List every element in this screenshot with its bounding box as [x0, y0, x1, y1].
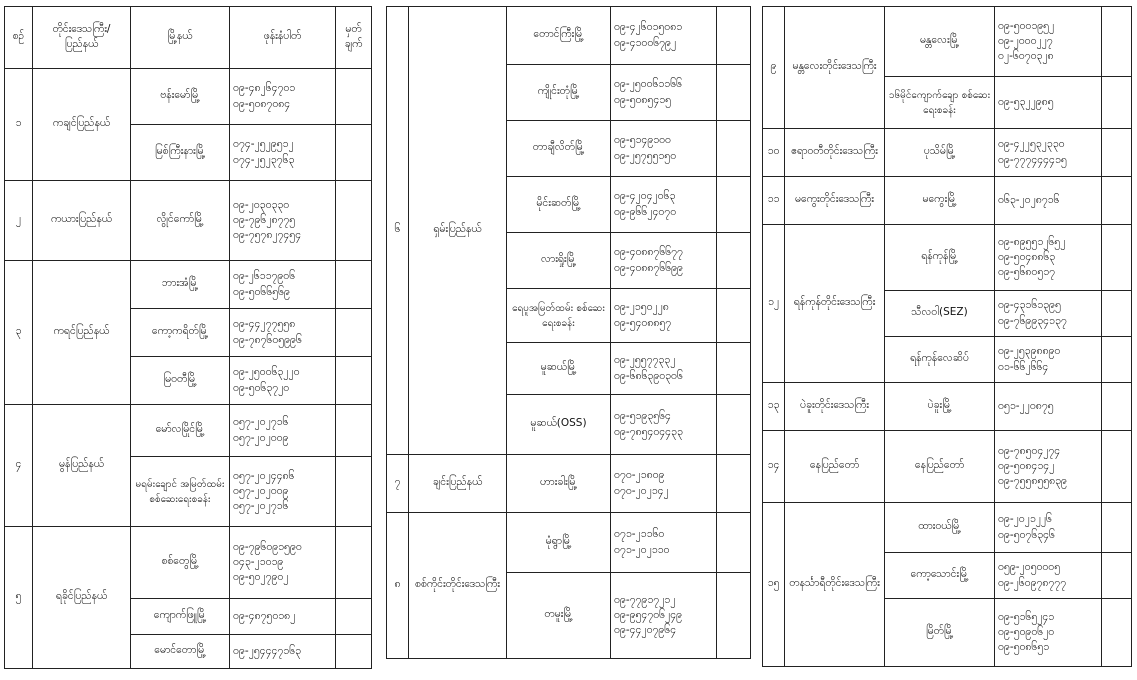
- row-number: ၂: [5, 181, 33, 261]
- remark-cell: [1102, 7, 1132, 77]
- town-name: မူဆယ်မြို့: [507, 343, 611, 395]
- region-name: ချင်းပြည်နယ်: [409, 455, 507, 513]
- town-name: စစ်တွေမြို့: [131, 527, 230, 599]
- row-number: ၄: [5, 405, 33, 527]
- phone-number: ၀၉-၂၅၃၉၈၈၉၀: [998, 345, 1061, 358]
- phone-number: ၀၉-၇၇၉၁၇၂၁၂: [614, 593, 676, 606]
- town-name: မြစ်ကြီးနားမြို့: [131, 125, 230, 181]
- region-name: ပဲခူးတိုင်းဒေသကြီး: [785, 383, 885, 431]
- region-name: ကယားပြည်နယ်: [33, 181, 131, 261]
- phone-number: ၀၉-၇၉၆၀၉၁၅၉၀: [233, 540, 302, 553]
- remark-cell: [1102, 291, 1132, 337]
- region-name: မကွေးတိုင်းဒေသကြီး: [785, 177, 885, 225]
- remark-cell: [717, 121, 751, 177]
- town-name: ပဲခူးမြို့: [885, 383, 995, 431]
- phone-cell: [230, 69, 336, 125]
- phone-number: ၀၉-၅၁၉၃၅၆၄: [614, 410, 671, 423]
- phone-number: ၀၇၀-၂၀၂၁၄၂: [614, 484, 669, 497]
- remark-cell: [1102, 553, 1132, 599]
- phone-number: ၀၉-၂၅၅၇၇၃၃၂: [614, 354, 676, 367]
- remark-cell: [1102, 599, 1132, 667]
- region-name: ရန်ကုန်တိုင်းဒေသကြီး: [785, 225, 885, 383]
- phone-number: ၀၉-၂၅၀၀၆၃၂၂၀: [233, 366, 300, 379]
- phone-table-right: [762, 6, 1132, 667]
- phone-number: ၀၉-၄၂၂၅၃၂၃၃၀: [998, 138, 1065, 151]
- remark-cell: [717, 395, 751, 455]
- remark-cell: [717, 177, 751, 233]
- phone-number: ၀၉-၅၀၈၅၄၁၅: [614, 93, 672, 106]
- phone-cell: [230, 527, 336, 599]
- phone-cell: [611, 513, 717, 573]
- phone-cell: [230, 309, 336, 357]
- town-name: မော်လမြိုင်မြို့: [131, 405, 230, 457]
- town-name: မြဝတီမြို့: [131, 357, 230, 405]
- town-name: မရမ်းချောင် အမြတ်ထမ်း စစ်ဆေးရေးစခန်း: [131, 457, 230, 527]
- town-name: မုံရွာမြို့: [507, 513, 611, 573]
- remark-cell: [717, 65, 751, 121]
- town-name: သီလဝါ(SEZ): [885, 291, 995, 337]
- remark-cell: [336, 357, 372, 405]
- phone-number: ၀၉-၄၃၁၆၁၃၉၅: [998, 299, 1061, 312]
- phone-number: ၀၉-၇၅၇၈၂၇၄၅၄: [233, 229, 302, 242]
- header-region: [33, 7, 131, 69]
- phone-cell: [230, 405, 336, 457]
- phone-number: ၀၉-၇၈၅၄၀၄၄၃၃: [614, 425, 683, 438]
- phone-number: ၀၉-၅၀၄၈၈၆၃: [998, 250, 1056, 263]
- phone-cell: [995, 177, 1102, 225]
- region-name: ရှမ်းပြည်နယ်: [409, 7, 507, 455]
- table-row: [387, 513, 751, 573]
- phone-number: ၀၉-၅၀၈၄၁၄၂: [998, 459, 1055, 472]
- row-number: ၃: [5, 261, 33, 405]
- region-name: နေပြည်တော်: [785, 431, 885, 503]
- phone-number: ၀၅၇-၂၀၂၇၁၆: [233, 416, 289, 429]
- town-name: ရန်ကုန်လေဆိပ်: [885, 337, 995, 383]
- region-name: တနင်္သာရီတိုင်းဒေသကြီး: [785, 503, 885, 667]
- town-name: လားရှိုးမြို့: [507, 233, 611, 289]
- phone-cell: [230, 261, 336, 309]
- phone-cell: [611, 121, 717, 177]
- phone-number: ၀၉-၇၈၇၆၀၅၉၉၆: [233, 333, 302, 346]
- phone-cell: [611, 289, 717, 343]
- town-name: ပုသိမ်မြို့: [885, 129, 995, 177]
- region-name: ဧရာဝတီတိုင်းဒေသကြီး: [785, 129, 885, 177]
- remark-cell: [1102, 225, 1132, 291]
- phone-cell: [230, 635, 336, 669]
- phone-number: ၀၉-၄၁၀၀၆၇၉၂: [614, 36, 677, 49]
- phone-number: ၀၉-၄၂၆၀၁၅၀၈၁: [614, 21, 683, 34]
- town-name: တောင်ကြီးမြို့: [507, 7, 611, 65]
- phone-cell: [611, 177, 717, 233]
- phone-number: ၀၉-၂၀၃၀၃၃၀: [233, 198, 290, 211]
- remark-cell: [1102, 77, 1132, 129]
- phone-number: ၀၅၁-၂၂၀၈၇၅: [998, 399, 1054, 412]
- row-number: ၆: [387, 7, 409, 455]
- remark-cell: [717, 289, 751, 343]
- town-name: မြိတ်မြို့: [885, 599, 995, 667]
- phone-cell: [995, 431, 1102, 503]
- phone-table-left: [4, 6, 372, 669]
- table-row: [5, 527, 372, 599]
- phone-number: ၀၇၄-၂၅၂၉၅၁၂: [233, 138, 294, 151]
- region-name: ကရင်ပြည်နယ်: [33, 261, 131, 405]
- town-name: ကျိုင်းတုံမြို့: [507, 65, 611, 121]
- region-name: ရခိုင်ပြည်နယ်: [33, 527, 131, 669]
- row-number: ၁၀: [763, 129, 785, 177]
- phone-number: ၀၉-၂၀၀၀၂၂၇: [998, 34, 1053, 47]
- phone-number: ၀၉-၅၀၈၆၅၁: [998, 641, 1050, 654]
- phone-number: ၀၁-၆၆၂၆၆၄: [998, 360, 1049, 373]
- phone-number: ၀၉-၈၉၅၅၁၂၆၅၂: [998, 235, 1066, 248]
- phone-number: ၀၉-၉၆၆၂၄၀၇၀: [614, 205, 677, 218]
- remark-cell: [717, 233, 751, 289]
- phone-cell: [230, 457, 336, 527]
- phone-number: ၀၇၁-၂၁၁၆၀: [614, 528, 665, 541]
- phone-number: ၀၉-၅၀၀၁၉၅၂: [998, 19, 1055, 32]
- phone-cell: [995, 337, 1102, 383]
- region-name: စစ်ကိုင်းတိုင်းဒေသကြီး: [409, 513, 507, 659]
- town-name: ထားဝယ်မြို့: [885, 503, 995, 553]
- row-number: ၁: [5, 69, 33, 181]
- phone-number: ၀၉-၅၁၆၅၂၄၁: [998, 610, 1055, 623]
- header-remark-line1: မှတ်: [345, 22, 362, 35]
- phone-number: ၀၉-၅၀၇၆၃၄၆: [998, 528, 1055, 541]
- remark-cell: [1102, 503, 1132, 553]
- phone-number: ၀၉-၇၉၆၂၈၇၇၅: [233, 213, 296, 226]
- phone-number: ၀၅၇-၂၀၂၄၄၈၆: [233, 469, 295, 482]
- phone-number: ၀၉-၂၅၄၄၄၇၁၆၃: [233, 644, 302, 657]
- phone-number: ၀၉-၇၆၉၉၃၄၁၃၇: [998, 314, 1067, 327]
- phone-number: ၀၉-၂၅၀၀၆၁၁၆၆: [614, 78, 683, 91]
- table-row: [5, 181, 372, 261]
- table-row: [5, 405, 372, 457]
- phone-number: ၀၉-၄၀၈၈၇၆၆၉၉: [614, 261, 683, 274]
- town-name: မူဆယ်(OSS): [507, 395, 611, 455]
- remark-cell: [336, 527, 372, 599]
- table-row: [763, 431, 1132, 503]
- town-name: တာချီလိတ်မြို့: [507, 121, 611, 177]
- phone-number: ၀၅၇-၂၀၂၇၁၆: [233, 500, 289, 513]
- remark-cell: [1102, 383, 1132, 431]
- phone-number: ၀၉-၄၀၈၈၇၆၆၇၇: [614, 246, 683, 259]
- table-row: [763, 177, 1132, 225]
- phone-cell: [230, 125, 336, 181]
- remark-cell: [336, 457, 372, 527]
- row-number: ၁၄: [763, 431, 785, 503]
- phone-number: ၀၉-၂၀၂၁၂၂၆: [998, 513, 1052, 526]
- header-region-line2: ပြည်နယ်: [64, 37, 99, 50]
- region-name: ကချင်ပြည်နယ်: [33, 69, 131, 181]
- phone-number: ၀၉-၆၈၆၃၉၀၃၀၆: [614, 369, 683, 382]
- phone-number: ၀၉-၂၆၁၁၇၉၀၆: [233, 270, 296, 283]
- phone-number: ၀၂-၆၀၇၀၃၂၈: [998, 50, 1054, 63]
- row-number: ၁၂: [763, 225, 785, 383]
- phone-cell: [230, 181, 336, 261]
- phone-cell: [995, 383, 1102, 431]
- phone-cell: [611, 65, 717, 121]
- phone-cell: [230, 599, 336, 635]
- row-number: ၅: [5, 527, 33, 669]
- town-name: လွိုင်ကော်မြို့: [131, 181, 230, 261]
- table-row: [763, 225, 1132, 291]
- phone-number: ၀၅၇-၂၀၂၀၀၉: [233, 431, 289, 444]
- phone-number: ၀၉-၄၄၂၀၇၉၆၄: [614, 624, 677, 637]
- region-name: မန္တလေးတိုင်းဒေသကြီး: [785, 7, 885, 129]
- region-name: မွန်ပြည်နယ်: [33, 405, 131, 527]
- remark-cell: [717, 573, 751, 659]
- remark-cell: [717, 343, 751, 395]
- header-town: မြို့နယ်: [131, 7, 230, 69]
- town-name: နေပြည်တော်: [885, 431, 995, 503]
- phone-cell: [611, 573, 717, 659]
- town-name: ရေပူအမြတ်ထမ်း စစ်ဆေးရေးစခန်း: [507, 289, 611, 343]
- town-name: ဘားအံမြို့: [131, 261, 230, 309]
- phone-number: ၀၉-၇၅၅၈၅၅၈၃၉: [998, 475, 1067, 488]
- phone-number: ၀၉-၂၆၀၉၇၈၇၇၇: [998, 576, 1067, 589]
- phone-table-middle: [386, 6, 751, 659]
- phone-cell: [611, 455, 717, 513]
- remark-cell: [717, 455, 751, 513]
- phone-number: ၀၉-၅၀၂၇၉၀၂: [233, 571, 289, 584]
- phone-cell: [995, 7, 1102, 77]
- remark-cell: [1102, 337, 1132, 383]
- remark-cell: [336, 125, 372, 181]
- phone-number: ၀၉-၅၆၈၀၅၁၇: [998, 266, 1056, 279]
- remark-cell: [336, 599, 372, 635]
- phone-number: ၀၉-၅၃၂၂၉၈၅: [998, 95, 1054, 108]
- phone-cell: [611, 7, 717, 65]
- phone-number: ၀၉-၅၀၆၆၅၆၉: [233, 285, 290, 298]
- phone-cell: [995, 599, 1102, 667]
- row-number: ၁၃: [763, 383, 785, 431]
- phone-number: ၀၄၃-၂၁၀၁၉: [233, 555, 284, 568]
- remark-cell: [1102, 177, 1132, 225]
- town-name: မိုင်းဆတ်မြို့: [507, 177, 611, 233]
- phone-number: ၀၇၀-၂၁၈၀၉: [614, 469, 665, 482]
- table-row: [5, 69, 372, 125]
- table-row: [387, 455, 751, 513]
- header-remark: [336, 7, 372, 69]
- town-name: ဟားခါးမြို့: [507, 455, 611, 513]
- town-name: ၁၆မိုင်ကျောက်ချော စစ်ဆေးရေးစခန်း: [885, 77, 995, 129]
- header-row: [5, 7, 372, 69]
- phone-number: ၀၆၃-၂၀၂၈၇၁၆: [998, 193, 1060, 206]
- remark-cell: [336, 635, 372, 669]
- phone-number: ၀၉-၅၀၉၀၆၂၀: [998, 625, 1055, 638]
- table-row: [763, 383, 1132, 431]
- phone-number: ၀၇၁-၂၀၂၁၁၀: [614, 543, 670, 556]
- phone-number: ၀၉-၄၄၂၇၇၅၅၈: [233, 318, 296, 331]
- phone-number: ၀၉-၄၈၇၅၀၁၈၂: [233, 609, 296, 622]
- town-name: ကော့ကရိတ်မြို့: [131, 309, 230, 357]
- header-phone: ဖုန်းနံပါတ်: [230, 7, 336, 69]
- phone-cell: [995, 291, 1102, 337]
- remark-cell: [336, 261, 372, 309]
- phone-number: ၀၉-၅၁၄၉၁၀၀: [614, 134, 671, 147]
- table-row: [763, 503, 1132, 553]
- phone-number: ၀၉-၅၀၆၃၇၂၀: [233, 381, 290, 394]
- phone-cell: [611, 395, 717, 455]
- phone-number: ၀၉-၅၄၀၈၈၅၇: [614, 316, 672, 329]
- phone-number: ၀၉-၄၈၂၆၄၇၀၁: [233, 82, 296, 95]
- town-name: ဗန်းမော်မြို့: [131, 69, 230, 125]
- phone-number: ၀၉-၇၇၇၄၄၄၄၁၅: [998, 153, 1067, 166]
- town-name: ကော့သောင်းမြို့: [885, 553, 995, 599]
- town-name: ရန်ကုန်မြို့: [885, 225, 995, 291]
- phone-number: ၀၉-၂၅၇၅၅၁၅၀: [614, 149, 677, 162]
- header-remark-line2: ချက်: [344, 37, 363, 50]
- phone-cell: [995, 225, 1102, 291]
- phone-number: ၀၉-၄၂၀၄၂၀၆၃: [614, 190, 676, 203]
- town-name: တမူးမြို့: [507, 573, 611, 659]
- remark-cell: [717, 7, 751, 65]
- phone-cell: [995, 77, 1102, 129]
- header-region-line1: တိုင်းဒေသကြီး/: [52, 22, 111, 35]
- remark-cell: [336, 405, 372, 457]
- phone-number: ၀၉-၉၅၄၇၀၆၂၄၉: [614, 608, 683, 621]
- phone-number: ၀၅၉-၂၀၅၀၀၀၅: [998, 561, 1061, 574]
- remark-cell: [1102, 431, 1132, 503]
- row-number: ၈: [387, 513, 409, 659]
- row-number: ၉: [763, 7, 785, 129]
- phone-cell: [230, 357, 336, 405]
- phone-number: ၀၉-၇၈၅၀၄၂၇၄: [998, 444, 1061, 457]
- remark-cell: [336, 181, 372, 261]
- town-name: မန္တလေးမြို့: [885, 7, 995, 77]
- table-row: [5, 261, 372, 309]
- remark-cell: [717, 513, 751, 573]
- town-name: မကွေးမြို့: [885, 177, 995, 225]
- phone-cell: [995, 503, 1102, 553]
- header-no: စဥ်: [5, 7, 33, 69]
- table-row: [763, 129, 1132, 177]
- phone-cell: [611, 233, 717, 289]
- table-row: [387, 7, 751, 65]
- phone-cell: [995, 553, 1102, 599]
- phone-number: ၀၉-၂၁၅၀၂၂၈: [614, 301, 669, 314]
- remark-cell: [1102, 129, 1132, 177]
- town-name: မောင်တောမြို့: [131, 635, 230, 669]
- phone-number: ၀၇၄-၂၅၂၃၇၆၃: [233, 153, 295, 166]
- row-number: ၁၅: [763, 503, 785, 667]
- remark-cell: [336, 309, 372, 357]
- remark-cell: [336, 69, 372, 125]
- row-number: ၁၁: [763, 177, 785, 225]
- phone-cell: [611, 343, 717, 395]
- phone-cell: [995, 129, 1102, 177]
- phone-number: ၀၅၇-၂၀၂၀၀၉: [233, 484, 289, 497]
- table-row: [763, 7, 1132, 77]
- phone-number: ၀၉-၅၀၈၇၀၈၄: [233, 97, 291, 110]
- town-name: ကျောက်ဖြူမြို့: [131, 599, 230, 635]
- row-number: ၇: [387, 455, 409, 513]
